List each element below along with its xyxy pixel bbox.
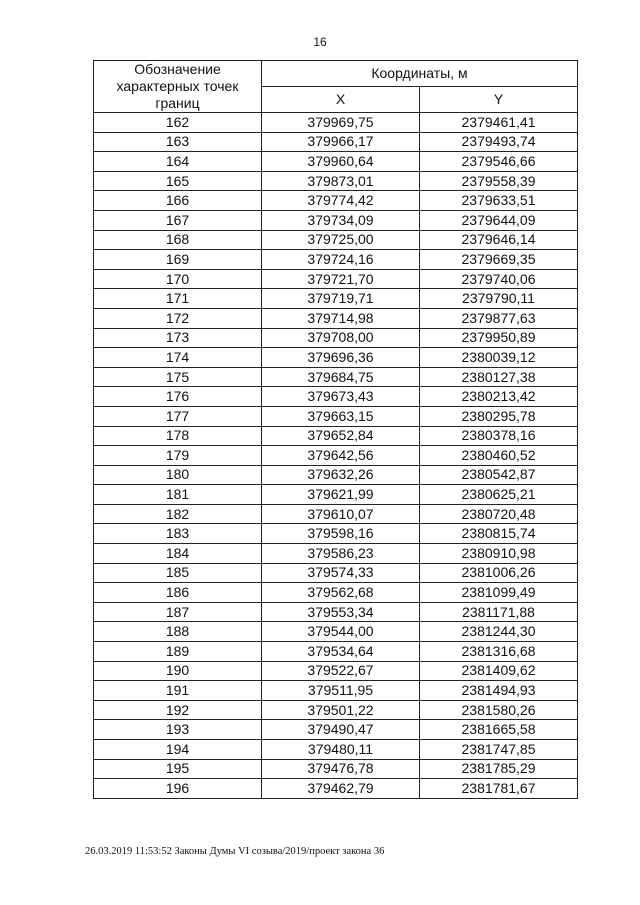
x-cell: 379490,47 [262, 720, 420, 740]
table-row [94, 681, 578, 701]
point-cell: 175 [94, 367, 262, 387]
table-row [94, 524, 578, 544]
footer-stamp: 26.03.2019 11:53:52 Законы Думы VI созыва/2019/проект закона 36 [85, 846, 385, 857]
header-coordinates: Координаты, м [262, 61, 578, 87]
x-cell: 379522,67 [262, 661, 420, 681]
coordinates-table [93, 60, 578, 799]
y-cell: 2379790,11 [420, 289, 578, 309]
y-cell: 2381409,62 [420, 661, 578, 681]
y-cell: 2380542,87 [420, 465, 578, 485]
table-row [94, 171, 578, 191]
x-cell: 379553,34 [262, 602, 420, 622]
x-cell: 379610,07 [262, 504, 420, 524]
table-row [94, 622, 578, 642]
x-cell: 379652,84 [262, 426, 420, 446]
point-cell: 171 [94, 289, 262, 309]
table-row [94, 387, 578, 407]
x-cell: 379476,78 [262, 759, 420, 779]
x-cell: 379501,22 [262, 700, 420, 720]
table-row [94, 250, 578, 270]
point-cell: 193 [94, 720, 262, 740]
x-cell: 379574,33 [262, 563, 420, 583]
y-cell: 2380039,12 [420, 348, 578, 368]
table-row [94, 602, 578, 622]
table-header [94, 61, 578, 113]
y-cell: 2381494,93 [420, 681, 578, 701]
y-cell: 2380720,48 [420, 504, 578, 524]
y-cell: 2381665,58 [420, 720, 578, 740]
y-cell: 2381171,88 [420, 602, 578, 622]
table-row [94, 348, 578, 368]
table-row [94, 152, 578, 172]
x-cell: 379562,68 [262, 583, 420, 603]
point-cell: 195 [94, 759, 262, 779]
point-cell: 187 [94, 602, 262, 622]
point-cell: 194 [94, 740, 262, 760]
y-cell: 2379633,51 [420, 191, 578, 211]
y-cell: 2380127,38 [420, 367, 578, 387]
x-cell: 379966,17 [262, 132, 420, 152]
table-row [94, 446, 578, 466]
table-row [94, 583, 578, 603]
point-cell: 166 [94, 191, 262, 211]
y-cell: 2381006,26 [420, 563, 578, 583]
y-cell: 2381580,26 [420, 700, 578, 720]
header-y: Y [420, 87, 578, 113]
y-cell: 2380295,78 [420, 406, 578, 426]
table-row [94, 210, 578, 230]
x-cell: 379714,98 [262, 308, 420, 328]
table-row [94, 465, 578, 485]
table-row [94, 230, 578, 250]
point-cell: 191 [94, 681, 262, 701]
y-cell: 2379646,14 [420, 230, 578, 250]
y-cell: 2380213,42 [420, 387, 578, 407]
point-cell: 184 [94, 544, 262, 564]
point-cell: 167 [94, 210, 262, 230]
x-cell: 379663,15 [262, 406, 420, 426]
point-cell: 164 [94, 152, 262, 172]
point-cell: 181 [94, 485, 262, 505]
y-cell: 2380625,21 [420, 485, 578, 505]
x-cell: 379544,00 [262, 622, 420, 642]
point-cell: 179 [94, 446, 262, 466]
x-cell: 379534,64 [262, 642, 420, 662]
header-x: X [262, 87, 420, 113]
table-row [94, 563, 578, 583]
point-cell: 186 [94, 583, 262, 603]
point-cell: 173 [94, 328, 262, 348]
point-cell: 172 [94, 308, 262, 328]
y-cell: 2381244,30 [420, 622, 578, 642]
y-cell: 2379558,39 [420, 171, 578, 191]
y-cell: 2380378,16 [420, 426, 578, 446]
y-cell: 2380460,52 [420, 446, 578, 466]
table-row [94, 406, 578, 426]
x-cell: 379673,43 [262, 387, 420, 407]
point-cell: 185 [94, 563, 262, 583]
table-row [94, 328, 578, 348]
point-cell: 190 [94, 661, 262, 681]
y-cell: 2379740,06 [420, 269, 578, 289]
x-cell: 379734,09 [262, 210, 420, 230]
table-row [94, 426, 578, 446]
y-cell: 2381781,67 [420, 779, 578, 799]
x-cell: 379724,16 [262, 250, 420, 270]
y-cell: 2379644,09 [420, 210, 578, 230]
y-cell: 2381099,49 [420, 583, 578, 603]
point-cell: 165 [94, 171, 262, 191]
point-cell: 188 [94, 622, 262, 642]
point-cell: 169 [94, 250, 262, 270]
point-cell: 196 [94, 779, 262, 799]
point-cell: 180 [94, 465, 262, 485]
y-cell: 2379546,66 [420, 152, 578, 172]
header-point-label: Обозначение характерных точек границ [94, 61, 262, 113]
table-row [94, 504, 578, 524]
point-cell: 182 [94, 504, 262, 524]
table-row [94, 544, 578, 564]
x-cell: 379642,56 [262, 446, 420, 466]
point-cell: 192 [94, 700, 262, 720]
table-row [94, 485, 578, 505]
table-row [94, 367, 578, 387]
point-cell: 163 [94, 132, 262, 152]
page-number: 16 [313, 35, 327, 49]
point-cell: 189 [94, 642, 262, 662]
table-row [94, 113, 578, 133]
point-cell: 170 [94, 269, 262, 289]
x-cell: 379696,36 [262, 348, 420, 368]
x-cell: 379774,42 [262, 191, 420, 211]
y-cell: 2379669,35 [420, 250, 578, 270]
point-cell: 162 [94, 113, 262, 133]
x-cell: 379480,11 [262, 740, 420, 760]
point-cell: 174 [94, 348, 262, 368]
x-cell: 379632,26 [262, 465, 420, 485]
x-cell: 379621,99 [262, 485, 420, 505]
x-cell: 379721,70 [262, 269, 420, 289]
x-cell: 379511,95 [262, 681, 420, 701]
point-cell: 183 [94, 524, 262, 544]
point-cell: 176 [94, 387, 262, 407]
table-row [94, 642, 578, 662]
x-cell: 379969,75 [262, 113, 420, 133]
table-row [94, 132, 578, 152]
table-body [94, 113, 578, 799]
point-cell: 177 [94, 406, 262, 426]
x-cell: 379960,64 [262, 152, 420, 172]
y-cell: 2381747,85 [420, 740, 578, 760]
y-cell: 2379877,63 [420, 308, 578, 328]
table-row [94, 740, 578, 760]
table-row [94, 289, 578, 309]
point-cell: 168 [94, 230, 262, 250]
y-cell: 2381785,29 [420, 759, 578, 779]
point-cell: 178 [94, 426, 262, 446]
x-cell: 379719,71 [262, 289, 420, 309]
y-cell: 2379950,89 [420, 328, 578, 348]
x-cell: 379873,01 [262, 171, 420, 191]
table-row [94, 700, 578, 720]
y-cell: 2379493,74 [420, 132, 578, 152]
x-cell: 379586,23 [262, 544, 420, 564]
y-cell: 2380815,74 [420, 524, 578, 544]
x-cell: 379708,00 [262, 328, 420, 348]
y-cell: 2380910,98 [420, 544, 578, 564]
x-cell: 379462,79 [262, 779, 420, 799]
table-row [94, 779, 578, 799]
y-cell: 2381316,68 [420, 642, 578, 662]
table-row [94, 191, 578, 211]
table-row [94, 759, 578, 779]
x-cell: 379684,75 [262, 367, 420, 387]
table-row [94, 269, 578, 289]
table-row [94, 308, 578, 328]
y-cell: 2379461,41 [420, 113, 578, 133]
table-row [94, 720, 578, 740]
table-row [94, 661, 578, 681]
x-cell: 379598,16 [262, 524, 420, 544]
x-cell: 379725,00 [262, 230, 420, 250]
